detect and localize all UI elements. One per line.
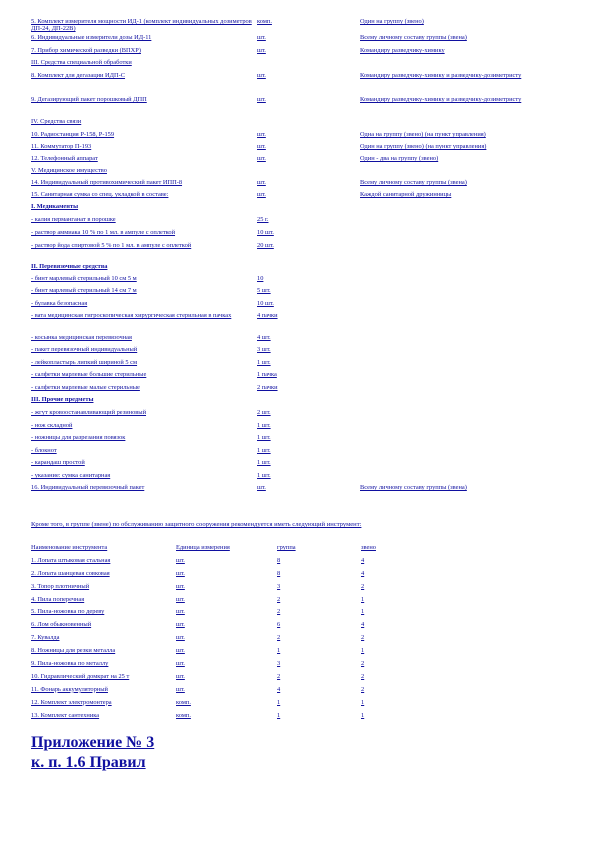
- equipment-unit: 4 пачки: [257, 312, 278, 319]
- tool-unit: шт.: [176, 621, 185, 629]
- tool-squad: 1: [361, 711, 365, 719]
- tool-group: 6: [277, 621, 281, 629]
- equipment-unit: 10 шт.: [257, 229, 274, 236]
- equipment-name: 16. Индивидуальный перевязочный пакет: [31, 484, 145, 491]
- tool-squad: 2: [361, 685, 365, 693]
- equipment-name: - ножницы для разрезания повязок: [31, 434, 126, 441]
- equipment-unit: 1 шт.: [257, 359, 271, 366]
- tool-name: 6. Лом обыкновенный: [31, 621, 92, 629]
- tool-group: 3: [277, 582, 281, 590]
- equipment-name: V. Медицинское имущество: [31, 167, 107, 174]
- equipment-note: Один - два на группу (звено): [360, 155, 439, 162]
- tool-unit: шт.: [176, 672, 185, 680]
- equipment-note: Один на группу (звено) (на пункт управления): [360, 143, 487, 150]
- equipment-row: [31, 72, 576, 96]
- equipment-row: [31, 484, 576, 496]
- equipment-row: [31, 242, 576, 263]
- equipment-name: - раствор аммиака 10 % по 1 мл. в ампуле с оплеткой: [31, 229, 176, 236]
- tool-unit: шт.: [176, 647, 185, 655]
- equipment-row: [31, 47, 576, 59]
- tool-name: 10. Гидравлический домкрат на 25 т: [31, 672, 130, 680]
- tools-intro-text: Кроме того, в группе (звене) по обслуживанию защитного сооружения рекомендуется иметь следующий инструмент:: [31, 521, 362, 528]
- equipment-unit: 4 шт.: [257, 334, 271, 341]
- equipment-unit: шт.: [257, 143, 266, 150]
- equipment-row: [31, 459, 576, 472]
- equipment-unit: шт.: [257, 47, 266, 54]
- tool-unit: шт.: [176, 634, 185, 642]
- equipment-unit: шт.: [257, 131, 266, 138]
- equipment-unit: комп.: [257, 18, 272, 25]
- tool-name: 4. Пила поперечная: [31, 595, 85, 603]
- tool-group: 1: [277, 698, 281, 706]
- tool-group: 4: [277, 685, 281, 693]
- equipment-row: [31, 96, 576, 118]
- equipment-name: - лейкопластырь липкий шириной 5 см: [31, 359, 138, 366]
- tool-row: [31, 699, 451, 712]
- equipment-row: [31, 275, 576, 287]
- equipment-name: - калия перманганат в порошке: [31, 216, 116, 223]
- header-group: группа: [277, 544, 296, 551]
- tool-unit: шт.: [176, 595, 185, 603]
- equipment-unit: 1 шт.: [257, 447, 271, 454]
- tool-name: 1. Лопата штыковая стальная: [31, 556, 111, 564]
- tool-row: [31, 608, 451, 621]
- equipment-note: Одна на группу (звено) (на пункт управления): [360, 131, 486, 138]
- equipment-note: Командиру разведчику-химику и разведчику-дозиметристу: [360, 96, 522, 103]
- tool-unit: шт.: [176, 582, 185, 590]
- tool-row: [31, 686, 451, 699]
- tool-group: 3: [277, 660, 281, 668]
- equipment-note: Всему личному составу группы (звена): [360, 34, 467, 41]
- equipment-row: [31, 131, 576, 143]
- appendix-heading[interactable]: [31, 733, 154, 773]
- equipment-note: Один на группу (звено): [360, 18, 424, 25]
- equipment-row: [31, 409, 576, 422]
- tool-row: [31, 557, 451, 570]
- tool-row: [31, 621, 451, 634]
- equipment-name: - косынка медицинская перевязочная: [31, 334, 132, 341]
- tool-squad: 1: [361, 608, 365, 616]
- equipment-unit: 1 шт.: [257, 422, 271, 429]
- equipment-name: - нож складной: [31, 422, 73, 429]
- equipment-row: [31, 334, 576, 346]
- equipment-unit: шт.: [257, 96, 266, 103]
- equipment-row: [31, 34, 576, 47]
- equipment-unit: 1 пачка: [257, 371, 277, 378]
- equipment-unit: 1 шт.: [257, 434, 271, 441]
- equipment-name: 14. Индивидуальный противохимический пакет ИПП-8: [31, 179, 183, 186]
- equipment-unit: шт.: [257, 179, 266, 186]
- equipment-name: - раствор йода спиртовой 5 % по 1 мл. в ампуле с оплеткой: [31, 242, 192, 249]
- tool-squad: 2: [361, 660, 365, 668]
- equipment-row: [31, 229, 576, 242]
- equipment-name: - пакет перевязочный индивидуальный: [31, 346, 138, 353]
- equipment-name: II. Перевязочные средства: [31, 263, 108, 270]
- equipment-note: Командиру разведчику-химику: [360, 47, 445, 54]
- equipment-row: [31, 179, 576, 191]
- equipment-row: [31, 472, 576, 484]
- tool-name: 13. Комплект сантехника: [31, 711, 100, 719]
- tool-squad: 4: [361, 569, 365, 577]
- equipment-row: [31, 18, 576, 34]
- tool-group: 2: [277, 608, 281, 616]
- tool-unit: комп.: [176, 698, 191, 706]
- equipment-row: [31, 384, 576, 396]
- equipment-unit: 10 шт.: [257, 300, 274, 307]
- equipment-note: Всему личному составу группы (звена): [360, 484, 467, 491]
- equipment-name: 8. Комплект для дегазации ИДП-С: [31, 72, 126, 79]
- tool-squad: 2: [361, 672, 365, 680]
- equipment-row: [31, 118, 576, 131]
- equipment-unit: шт.: [257, 484, 266, 491]
- equipment-name: 9. Дегазирующий пакет порошковый ДПП: [31, 96, 147, 103]
- tool-name: 9. Пила-ножовка по металлу: [31, 660, 109, 668]
- equipment-unit: шт.: [257, 34, 266, 41]
- appendix-subtitle[interactable]: к. п. 1.6 Правил: [31, 754, 146, 771]
- equipment-row: [31, 155, 576, 167]
- equipment-row: [31, 143, 576, 155]
- equipment-name: 7. Прибор химической разведки (ВПХР): [31, 47, 141, 54]
- equipment-name: - салфетки марлевые большие стерильные: [31, 371, 147, 378]
- tool-unit: шт.: [176, 660, 185, 668]
- tool-row: [31, 660, 451, 673]
- equipment-name: - блокнот: [31, 447, 57, 454]
- equipment-name: IV. Средства связи: [31, 118, 82, 125]
- equipment-row: [31, 216, 576, 229]
- tool-name: 3. Топор плотничный: [31, 582, 90, 590]
- equipment-note: Каждой санитарной дружинницы: [360, 191, 452, 198]
- equipment-unit: 25 г.: [257, 216, 269, 223]
- equipment-name: - жгут кровоостанавливающий резиновый: [31, 409, 147, 416]
- tool-squad: 4: [361, 556, 365, 564]
- tool-group: 8: [277, 556, 281, 564]
- tool-row: [31, 596, 451, 609]
- tool-group: 1: [277, 711, 281, 719]
- tool-row: [31, 570, 451, 583]
- equipment-row: [31, 287, 576, 300]
- equipment-name: 10. Радиостанция Р-158, Р-159: [31, 131, 115, 138]
- tool-group: 8: [277, 569, 281, 577]
- tool-squad: 1: [361, 647, 365, 655]
- tool-name: 11. Фонарь аккумуляторный: [31, 685, 108, 693]
- equipment-row: [31, 312, 576, 334]
- equipment-table: [31, 18, 576, 496]
- equipment-unit: 10: [257, 275, 264, 282]
- tool-row: [31, 634, 451, 647]
- tools-table-body: [31, 557, 451, 725]
- equipment-row: [31, 359, 576, 371]
- tool-name: 2. Лопата шанцевая совковая: [31, 569, 110, 577]
- equipment-name: III. Прочие предметы: [31, 396, 94, 403]
- equipment-name: - бинт марлевый стерильный 14 см 7 м: [31, 287, 137, 294]
- equipment-unit: 2 шт.: [257, 409, 271, 416]
- equipment-unit: 1 шт.: [257, 459, 271, 466]
- tools-table: [31, 544, 451, 724]
- equipment-name: - указание: сумка санитарная: [31, 472, 111, 479]
- header-name: Наименование инструмента: [31, 544, 108, 551]
- equipment-row: [31, 346, 576, 359]
- equipment-row: [31, 300, 576, 312]
- tool-unit: шт.: [176, 685, 185, 693]
- equipment-unit: шт.: [257, 155, 266, 162]
- equipment-table-body: [31, 18, 576, 496]
- equipment-name: - салфетки марлевые малые стерильные: [31, 384, 140, 391]
- tool-row: [31, 673, 451, 686]
- equipment-name: 5. Комплект измерителя мощности ИД-1 (комплект индивидуальных дозиметров ДП-24, ДП-22В): [31, 18, 252, 32]
- equipment-row: [31, 434, 576, 447]
- tool-squad: 1: [361, 698, 365, 706]
- tool-squad: 2: [361, 582, 365, 590]
- tool-row: [31, 647, 451, 660]
- equipment-name: - карандаш простой: [31, 459, 85, 466]
- tool-group: 2: [277, 634, 281, 642]
- header-squad: звено: [361, 544, 376, 551]
- equipment-unit: 5 шт.: [257, 287, 271, 294]
- equipment-row: [31, 167, 576, 179]
- equipment-name: 6. Индивидуальные измерители дозы ИД-11: [31, 34, 152, 41]
- equipment-name: 11. Коммутатор П-193: [31, 143, 92, 150]
- equipment-unit: шт.: [257, 191, 266, 198]
- equipment-row: [31, 422, 576, 434]
- equipment-note: Командиру разведчику-химику и разведчику-дозиметристу: [360, 72, 522, 79]
- tool-unit: комп.: [176, 711, 191, 719]
- tool-name: 12. Комплект электромонтера: [31, 698, 112, 706]
- equipment-unit: шт.: [257, 72, 266, 79]
- equipment-name: 15. Санитарная сумка со спец. укладкой в составе:: [31, 191, 169, 198]
- tool-row: [31, 583, 451, 596]
- tool-name: 5. Пила-ножовка по дереву: [31, 608, 105, 616]
- equipment-row: [31, 396, 576, 409]
- equipment-note: Всему личному составу группы (звена): [360, 179, 467, 186]
- tool-unit: шт.: [176, 556, 185, 564]
- equipment-row: [31, 203, 576, 216]
- tool-group: 2: [277, 595, 281, 603]
- tool-squad: 2: [361, 634, 365, 642]
- tool-name: 7. Кувалда: [31, 634, 60, 642]
- equipment-unit: 2 пачки: [257, 384, 278, 391]
- equipment-name: 12. Телефонный аппарат: [31, 155, 98, 162]
- equipment-name: - бинт марлевый стерильный 10 см 5 м: [31, 275, 137, 282]
- tools-table-header: [31, 544, 451, 557]
- equipment-name: I. Медикаменты: [31, 203, 79, 210]
- equipment-row: [31, 371, 576, 384]
- equipment-name: - булавка безопасная: [31, 300, 88, 307]
- equipment-row: [31, 263, 576, 275]
- equipment-row: [31, 191, 576, 203]
- tool-squad: 4: [361, 621, 365, 629]
- tool-group: 2: [277, 672, 281, 680]
- equipment-unit: 3 шт.: [257, 346, 271, 353]
- equipment-unit: 1 шт.: [257, 472, 271, 479]
- equipment-unit: 20 шт.: [257, 242, 274, 249]
- equipment-name: III. Средства специальной обработки: [31, 59, 132, 66]
- appendix-title[interactable]: Приложение № 3: [31, 734, 155, 751]
- equipment-row: [31, 59, 576, 72]
- tool-unit: шт.: [176, 608, 185, 616]
- tool-unit: шт.: [176, 569, 185, 577]
- equipment-name: - вата медицинская гигроскопическая хирургическая стерильная в пачках: [31, 312, 232, 319]
- tool-squad: 1: [361, 595, 365, 603]
- equipment-row: [31, 447, 576, 459]
- tool-group: 1: [277, 647, 281, 655]
- header-unit: Единица измерения: [176, 544, 230, 551]
- tool-row: [31, 712, 451, 725]
- tool-name: 8. Ножницы для резки металла: [31, 647, 116, 655]
